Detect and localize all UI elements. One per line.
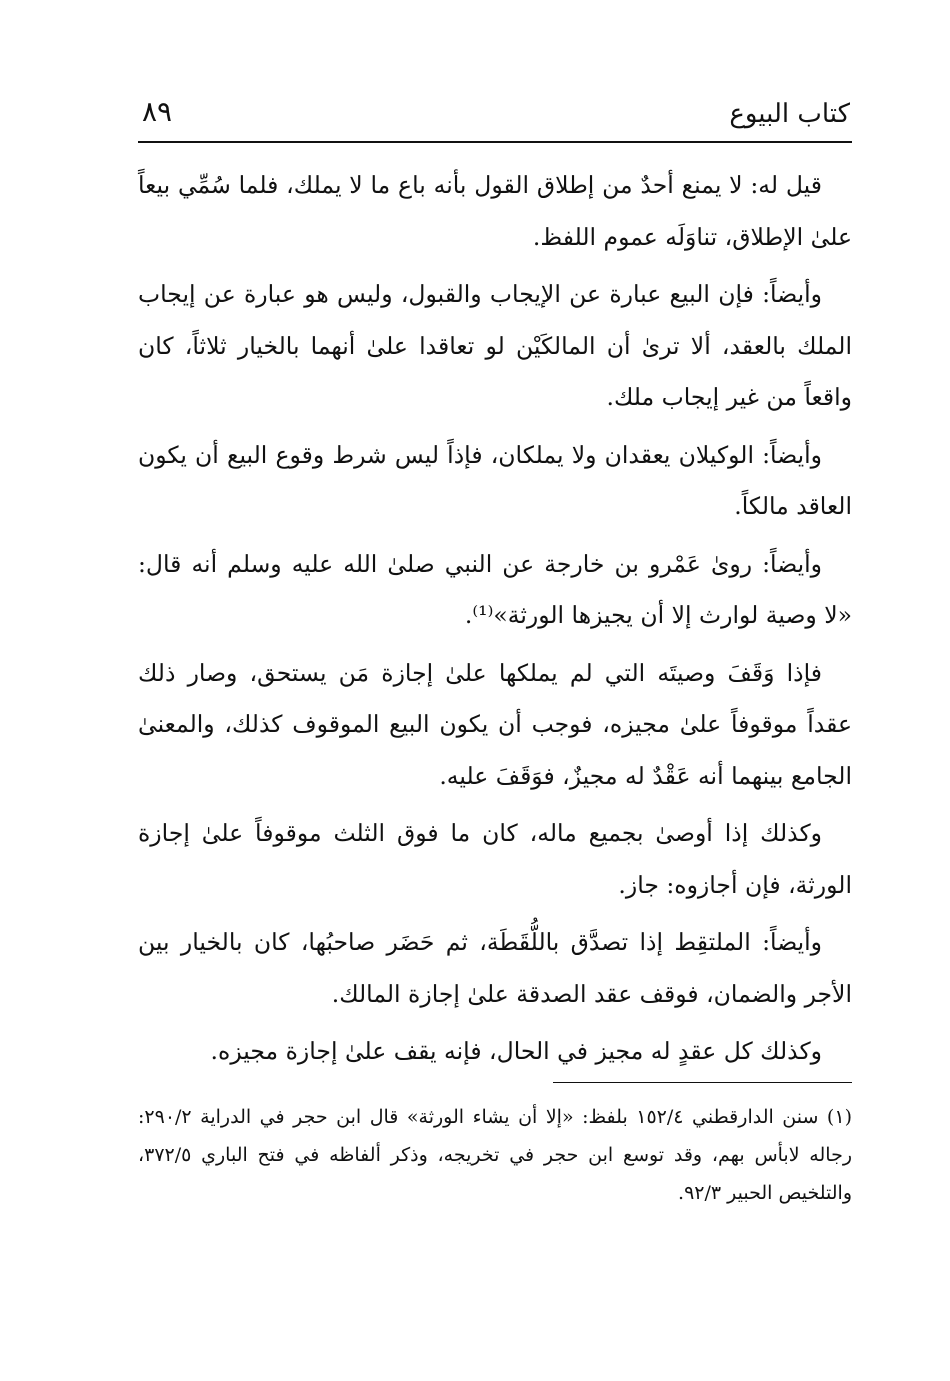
main-text	[138, 160, 852, 1078]
footnote-separator	[553, 1082, 852, 1083]
paragraph: وأيضاً: الملتقِط إذا تصدَّق باللُّقَطَة، ثم حَضَر صاحبُها، كان بالخيار بين الأجر والضمان، فوقف عقد الصدقة علىٰ إجازة المالك.	[138, 928, 852, 1008]
paragraph: وأيضاً: روىٰ عَمْرو بن خارجة عن النبي صلىٰ الله عليه وسلم أنه قال: «لا وصية لوارث إلا أن يجيزها الورثة»⁽¹⁾.	[138, 549, 852, 629]
paragraph: وأيضاً: الوكيلان يعقدان ولا يملكان، فإذاً ليس شرط وقوع البيع أن يكون العاقد مالكاً.	[138, 440, 852, 520]
chapter-title: كتاب البيوع	[729, 99, 850, 129]
footnote: (١) سنن الدارقطني ١٥٢/٤ بلفظ: «إلا أن يشاء الورثة» قال ابن حجر في الدراية ٢٩٠/٢: رجاله لابأس بهم، وقد توسع ابن حجر في تخريجه، وذكر ألفاظه في فتح الباري ٣٧٢/٥، والتلخيص الحبير ٩٢/٣.	[138, 1106, 852, 1204]
paragraph: وكذلك كل عقدٍ له مجيز في الحال، فإنه يقف علىٰ إجازة مجيزه.	[210, 1037, 822, 1065]
header-rule	[138, 141, 852, 143]
paragraph: فإذا وَقَفَ وصيتَه التي لم يملكها علىٰ إجازة مَن يستحق، وصار ذلك عقداً موقوفاً علىٰ مجيزه، فوجب أن يكون البيع الموقوف كذلك، والمعنىٰ الجامع بينهما أنه عَقْدٌ له مجيزٌ، فوَقَفَ عليه.	[138, 658, 852, 790]
running-header	[138, 94, 852, 140]
paragraph: وكذلك إذا أوصىٰ بجميع ماله، كان ما فوق الثلث موقوفاً علىٰ إجازة الورثة، فإن أجازوه: جاز.	[138, 819, 852, 899]
footnotes	[138, 1098, 852, 1212]
page-number: ٨٩	[142, 95, 173, 128]
paragraph: وأيضاً: فإن البيع عبارة عن الإيجاب والقبول، وليس هو عبارة عن إيجاب الملك بالعقد، ألا ترىٰ أن المالكَيْن لو تعاقدا علىٰ أنهما بالخيار ثلاثاً، كان واقعاً من غير إيجاب ملك.	[138, 280, 852, 411]
paragraph: قيل له: لا يمنع أحدٌ من إطلاق القول بأنه باع ما لا يملك، فلما سُمِّي بيعاً علىٰ الإطلاق، تناوَلَه عموم اللفظ.	[138, 171, 852, 251]
